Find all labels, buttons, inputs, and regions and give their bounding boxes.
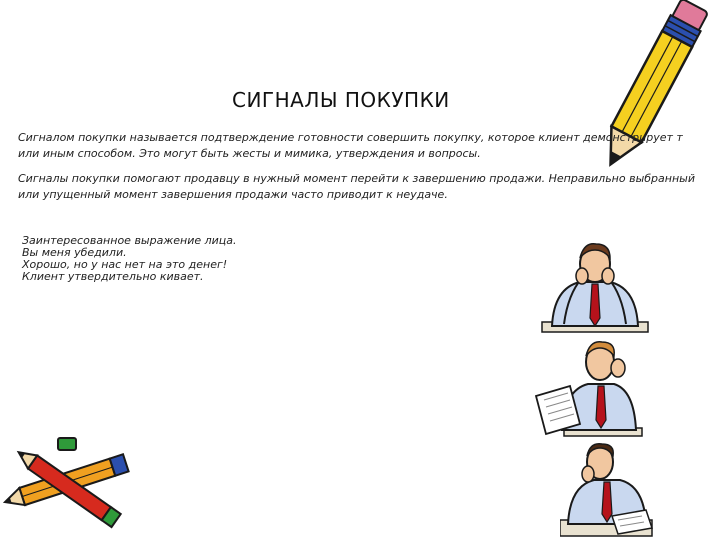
purpose-line-1: Сигналы покупки помогают продавцу в нужный момент перейти к завершению продажи. Неправильно выбранный [18,172,695,185]
definition-line-1: Сигналом покупки называется подтверждение готовности совершить покупку, которое клиент демонстрирует т [18,131,683,144]
definition-paragraph [18,130,708,162]
definition-line-2: или иным способом. Это могут быть жесты и мимика, утверждения и вопросы. [18,147,481,160]
businessman-reading-clipart [534,334,644,438]
list-item: Клиент утвердительно кивает. [22,270,204,283]
crossed-pencils-icon [0,432,140,540]
slide-title: СИГНАЛЫ ПОКУПКИ [232,88,450,112]
purpose-line-2: или упущенный момент завершения продажи часто приводит к неудаче. [18,188,448,201]
thinking-businessman-clipart [540,238,650,334]
purpose-paragraph [18,171,708,203]
businessman-at-desk-clipart [560,440,660,538]
signals-list [22,235,237,283]
list-item: Заинтересованное выражение лица. [22,234,237,247]
list-item: Хорошо, но у нас нет на это денег! [22,258,228,271]
list-item: Вы меня убедили. [22,246,127,259]
